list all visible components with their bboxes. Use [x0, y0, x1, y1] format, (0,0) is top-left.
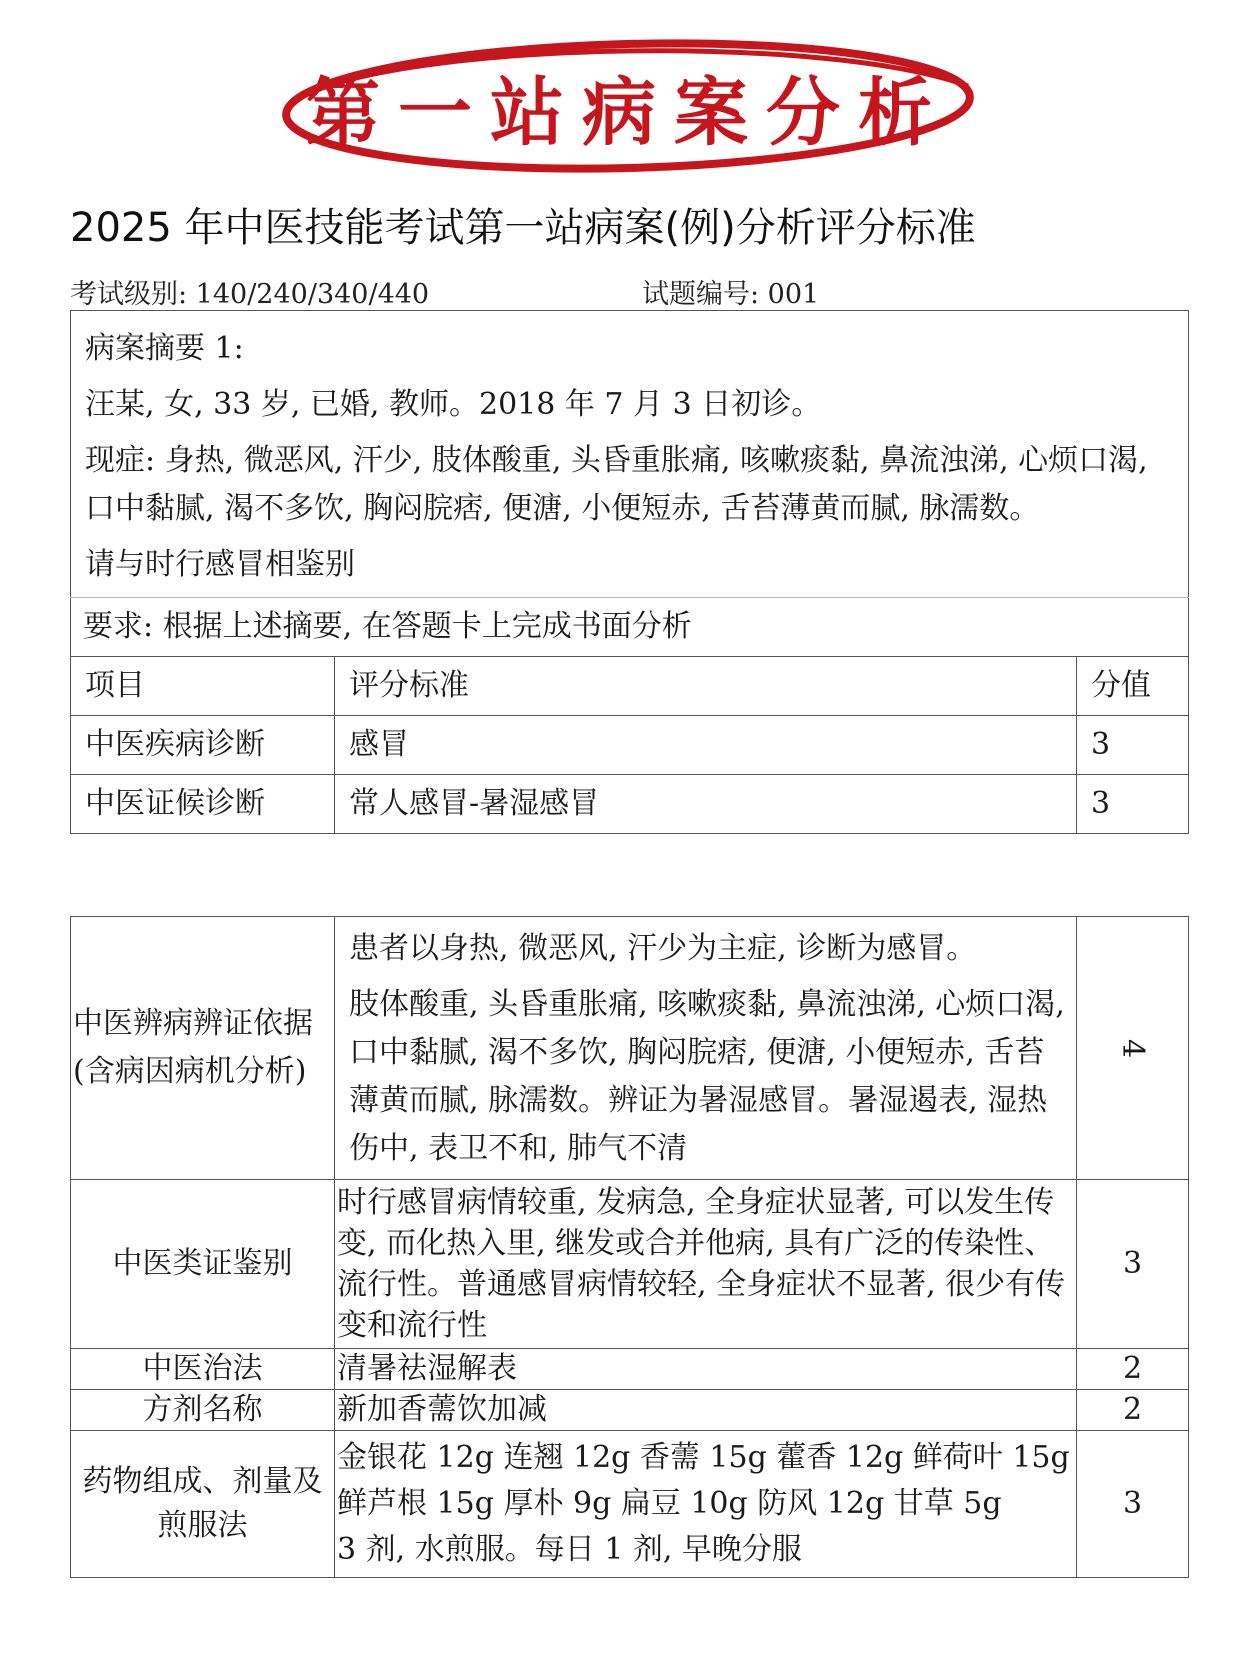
differential-text: 时行感冒病情较重, 发病急, 全身症状显著, 可以发生传变, 而化热入里, 继发或合并他病, 具有广泛的传染性、流行性。普通感冒病情较轻, 全身症状不显著, 很少有传变和流行性	[337, 1185, 1066, 1343]
treatment-text: 清暑祛湿解表	[337, 1351, 517, 1386]
table-row	[71, 1349, 1189, 1390]
case-heading: 病案摘要 1:	[85, 331, 244, 366]
exam-level: 考试级别: 140/240/340/440	[70, 279, 430, 310]
header-score: 分值	[1091, 668, 1151, 703]
treatment-score: 2	[1122, 1351, 1143, 1386]
title-stamp	[268, 28, 988, 178]
basis-standard-cell	[335, 917, 1077, 1180]
table-row	[71, 1390, 1189, 1431]
table-row	[71, 775, 1189, 834]
row-score: 3	[1091, 786, 1111, 821]
scoring-table-bottom	[70, 916, 1189, 1578]
row-standard: 感冒	[349, 727, 409, 762]
row-score: 3	[1091, 727, 1111, 762]
case-summary-cell	[71, 311, 1189, 598]
medicine-line-1: 金银花 12g 连翘 12g 香薷 15g 藿香 12g 鲜荷叶 15g	[337, 1440, 1070, 1475]
table-row	[71, 1431, 1189, 1578]
medicine-score: 3	[1122, 1486, 1143, 1521]
table-row	[71, 1180, 1189, 1349]
differential-item: 中医类证鉴别	[112, 1246, 293, 1281]
medicine-line-2: 鲜芦根 15g 厚朴 9g 扁豆 10g 防风 12g 甘草 5g	[337, 1486, 1002, 1521]
table-row	[71, 716, 1189, 775]
case-symptoms: 现症: 身热, 微恶风, 汗少, 肢体酸重, 头昏重胀痛, 咳嗽痰黏, 鼻流浊涕, 心烦口渴, 口中黏腻, 渴不多饮, 胸闷脘痞, 便溏, 小便短赤, 舌苔薄黄而腻, 脉濡数。	[85, 443, 1148, 526]
formula-text: 新加香薷饮加减	[337, 1392, 547, 1427]
basis-score-cell	[1077, 917, 1189, 1180]
treatment-item: 中医治法	[142, 1351, 263, 1386]
scoring-table-top	[70, 310, 1189, 834]
case-requirement: 要求: 根据上述摘要, 在答题卡上完成书面分析	[83, 609, 692, 644]
header-standard: 评分标准	[349, 668, 469, 703]
basis-line-2: 肢体酸重, 头昏重胀痛, 咳嗽痰黏, 鼻流浊涕, 心烦口渴, 口中黏腻, 渴不多饮, 胸闷脘痞, 便溏, 小便短赤, 舌苔薄黄而腻, 脉濡数。辨证为暑湿感冒。暑湿遏表, 湿热伤中, 表卫不和, 肺气不清	[349, 987, 1065, 1166]
medicine-line-3: 3 剂, 水煎服。每日 1 剂, 早晚分服	[337, 1532, 802, 1567]
case-question: 请与时行感冒相鉴别	[85, 547, 355, 582]
requirement-cell	[71, 598, 1189, 657]
row-standard: 常人感冒-暑湿感冒	[349, 786, 600, 821]
medicine-item: 药物组成、剂量及煎服法	[82, 1464, 323, 1543]
row-item: 中医疾病诊断	[85, 727, 265, 762]
formula-item: 方剂名称	[142, 1392, 263, 1427]
differential-score: 3	[1122, 1246, 1143, 1281]
basis-score: 4	[1115, 1038, 1150, 1058]
document-title: 2025 年中医技能考试第一站病案(例)分析评分标准	[70, 205, 976, 251]
formula-score: 2	[1122, 1392, 1143, 1427]
stamp-text: 第一站病案分析	[306, 70, 950, 156]
row-item: 中医证候诊断	[85, 786, 265, 821]
header-item: 项目	[85, 668, 145, 703]
case-patient: 汪某, 女, 33 岁, 已婚, 教师。2018 年 7 月 3 日初诊。	[85, 387, 822, 422]
question-number: 试题编号: 001	[642, 279, 820, 310]
basis-item: 中医辨病辨证依据(含病因病机分析)	[73, 1006, 313, 1089]
basis-line-1: 患者以身热, 微恶风, 汗少为主症, 诊断为感冒。	[349, 931, 977, 966]
table-row	[71, 917, 1189, 1180]
basis-item-cell	[71, 917, 335, 1180]
